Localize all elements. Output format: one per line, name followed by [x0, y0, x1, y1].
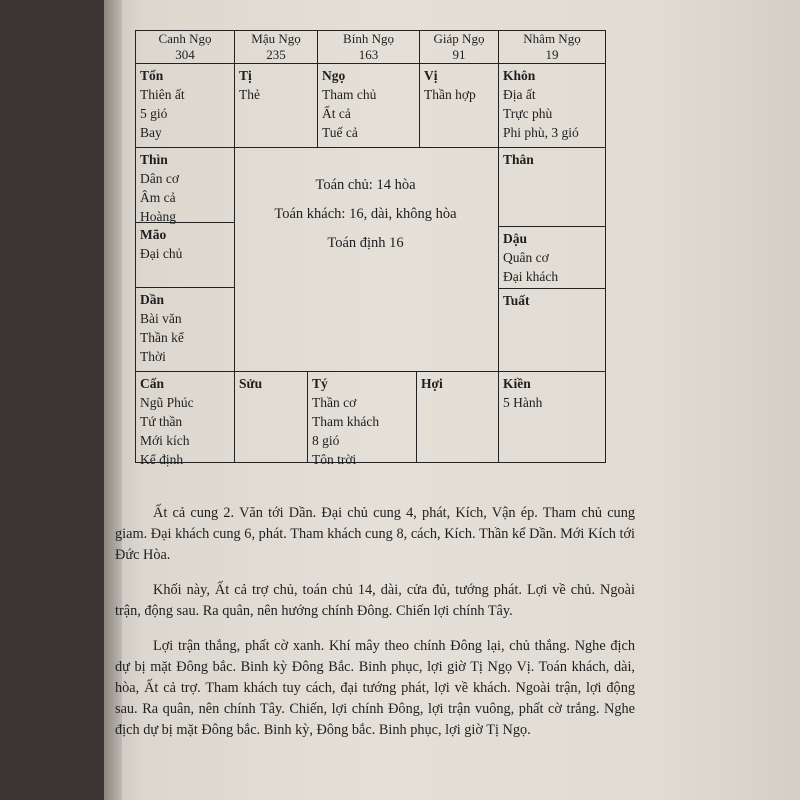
cell-suu [234, 371, 308, 463]
cell-line: Đại chủ [140, 246, 183, 261]
column-header-value: 163 [358, 47, 379, 62]
column-header-canh-ngo [135, 30, 235, 64]
column-header-name: Bính Ngọ [343, 31, 394, 46]
cell-ti [234, 63, 318, 148]
cell-ton [135, 63, 235, 148]
divination-table [135, 30, 606, 467]
column-header-value: 304 [175, 47, 195, 62]
cell-title: Tốn [140, 68, 164, 83]
cell-line: Trực phù [503, 106, 553, 121]
cell-line: Thời [140, 349, 166, 364]
paragraph: Ất cả cung 2. Văn tới Dần. Đại chủ cung 4, phát, Kích, Vận ép. Tham chủ cung giam. Đại khách cung 6, phát. Tham khách cung 8, cách, Kích. Thần kể Dần. Mới Kích tới Đức Hòa. [115, 505, 635, 563]
cell-line: Tham chủ [322, 87, 377, 102]
cell-mao [135, 222, 235, 288]
paragraph: Lợi trận thắng, phất cờ xanh. Khí mây theo chính Đông lại, chủ thắng. Nghe địch dự bị mặt Đông bắc. Binh kỳ Đông Bắc. Binh phục, lợi giờ Tị Ngọ Vị. Toán khách, dài, hòa, Ất cả trợ. Tham khách tuy cách, đại tướng phát, lợi về khách. Ngoài trận, lợi động sau. Ra quân, nên chính Tây. Chiến, lợi chính Đông, lợi trận vuông, phất cờ trắng. Nghe địch dự bị mặt Đông bắc. Binh kỳ, Đông bắc. Binh phục, lợi giờ Tị Ngọ. [115, 638, 635, 738]
cell-title: Mão [140, 227, 167, 242]
cell-line: Địa ất [503, 87, 536, 102]
column-header-value: 91 [452, 47, 466, 62]
column-header-name: Canh Ngọ [158, 31, 212, 46]
cell-line: Thần kể [140, 330, 184, 345]
cell-line: Ngũ Phúc [140, 395, 194, 410]
column-header-giap-ngo [419, 30, 499, 64]
cell-title: Ngọ [322, 68, 346, 83]
body-text [115, 503, 635, 755]
cell-line: Bài văn [140, 311, 182, 326]
cell-line: Thần hợp [424, 87, 476, 102]
cell-tuat [498, 288, 606, 372]
cell-line: Quân cơ [503, 250, 549, 265]
cell-line: Thiên ất [140, 87, 185, 102]
center-summary [233, 147, 498, 371]
paragraph: Khối này, Ất cả trợ chủ, toán chủ 14, dài, cửa đủ, tướng phát. Lợi về chủ. Ngoài trận, động sau. Ra quân, nên hướng chính Đông. Chiến lợi chính Tây. [115, 582, 635, 619]
cell-line: Thần cơ [312, 395, 357, 410]
column-header-name: Mậu Ngọ [251, 31, 301, 46]
cell-line: Đại khách [503, 269, 559, 284]
column-header-mau-ngo [234, 30, 318, 64]
cell-khon [498, 63, 606, 148]
cell-title: Cấn [140, 376, 165, 391]
cell-title: Tuất [503, 293, 530, 308]
column-header-nham-ngo [498, 30, 606, 64]
center-line: Toán định 16 [327, 235, 404, 251]
cell-line: Tứ thần [140, 414, 183, 429]
column-header-name: Nhâm Ngọ [523, 31, 581, 46]
cell-title: Kiền [503, 376, 531, 391]
cell-title: Khôn [503, 68, 536, 83]
cell-line: Mới kích [140, 433, 190, 448]
cell-dau [498, 226, 606, 289]
cell-line: Tôn trời [312, 452, 357, 467]
cell-ty [307, 371, 417, 467]
cell-line: Phi phù, 3 gió [503, 125, 579, 140]
cell-can [135, 371, 235, 467]
cell-ngo [317, 63, 420, 148]
cell-line: Bay [140, 125, 162, 140]
cell-title: Dậu [503, 231, 528, 246]
cell-line: Dân cơ [140, 171, 179, 186]
cell-thin [135, 147, 235, 223]
column-header-value: 19 [545, 47, 559, 62]
cell-title: Sửu [239, 376, 263, 391]
cell-title: Thìn [140, 152, 168, 167]
cell-title: Hợi [421, 376, 443, 391]
cell-title: Vị [424, 68, 438, 83]
cell-line: Hoàng [140, 209, 176, 224]
cell-line: Thẻ [239, 87, 260, 102]
cell-hoi [416, 371, 499, 463]
cell-line: Tuế cả [322, 125, 358, 140]
center-line: Toán khách: 16, dài, không hòa [274, 206, 457, 222]
cell-line: Tham khách [312, 414, 380, 429]
cell-line: Ất cả [322, 106, 351, 121]
column-header-binh-ngo [317, 30, 420, 64]
cell-title: Dần [140, 292, 165, 307]
cell-dan [135, 287, 235, 372]
cell-title: Tý [312, 376, 328, 391]
cell-line: Âm cả [140, 190, 176, 205]
cell-line: 5 gió [140, 106, 168, 121]
cell-than [498, 147, 606, 227]
cell-line: 5 Hành [503, 395, 543, 410]
cell-kien [498, 371, 606, 463]
cell-title: Thân [503, 152, 534, 167]
cell-vi [419, 63, 499, 148]
center-line: Toán chủ: 14 hòa [315, 177, 416, 193]
column-header-name: Giáp Ngọ [433, 31, 485, 46]
column-header-value: 235 [266, 47, 286, 62]
cell-line: 8 gió [312, 433, 340, 448]
cell-line: Kể định [140, 452, 184, 467]
cell-title: Tị [239, 68, 252, 83]
